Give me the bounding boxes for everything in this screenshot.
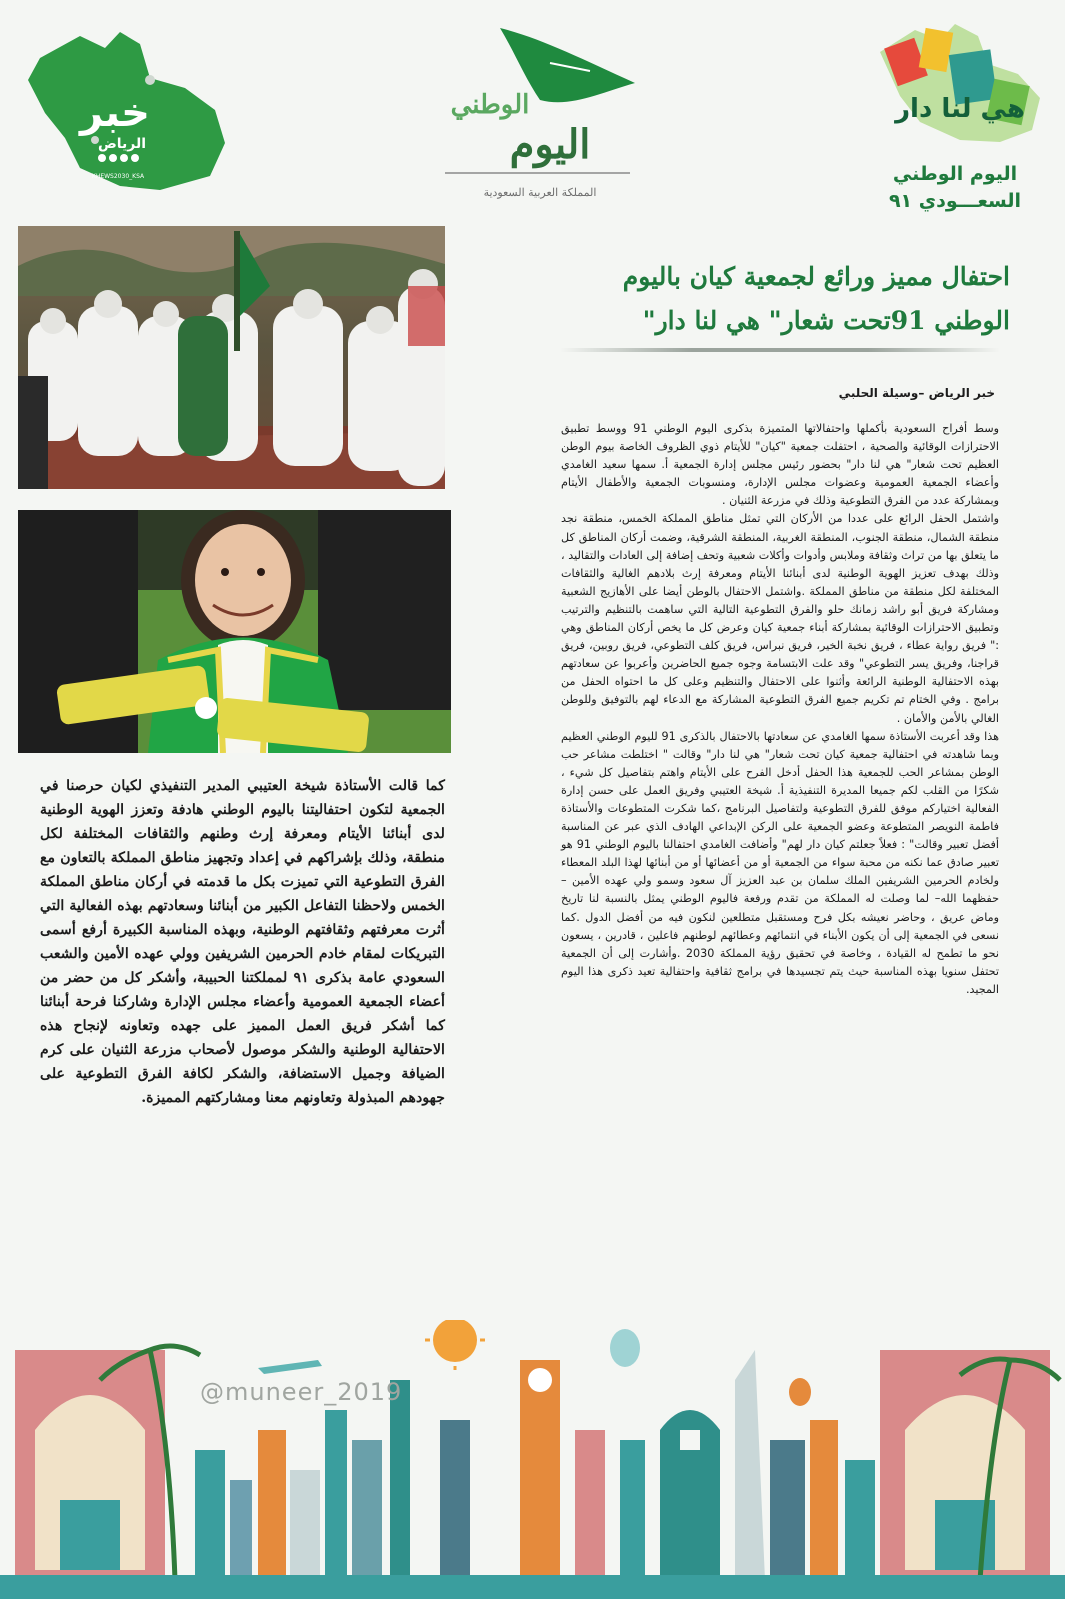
globe-icon [145, 75, 155, 85]
logo-left-handle: KHEWS2030_KSA [91, 173, 145, 180]
clock-tower [520, 1360, 560, 1580]
article-paragraph: كما قالت الأستاذة شيخة العتيبي المدير التنفيذي لكيان حرصنا في الجمعية لتكون احتفاليتنا باليوم الوطني هادفة وتعزز الهوية الوطنية لدى أبنائنا الأيتام ومعرفة إرث وطنهم والثقافات المختلفة لكل منطقة، وذلك بإشراكهم في إعداد وتجهيز مناطق المملكة بالتعاون مع الفرق التطوعية التي تميزت بكل ما قدمته في أركان مناطق المملكة الخمس ولاحظنا التفاعل الكبير من أبنائنا وسعادتهم بهذه الفعالية التي أثرت معرفتهم وثقافتهم الوطنية، وبهذه المناسبة الكبيرة أرفع أسمى التبريكات لمقام خادم الحرمين الشريفين وولي عهده الأمين والشعب السعودي عامة بذكرى ٩١ لمملكتنا الحبيبة، وأشكر كل من حضر من أعضاء الجمعية العمومية وأعضاء مجلس الإدارة وشاركنا فرحة أبنائنا كما أشكر فريق العمل المميز على جهده وتعاونه لإنجاح هذه الاحتفالية الوطنية والشكر موصول لأصحاب مزرعة الثنيان على كرم الضيافة وجميل الاستضافة، والشكر لكافة الفرق التطوعية على جهودهم المبذولة وتعاونهم معنا ومشاركتهم المميزة. [40, 778, 445, 1106]
article-paragraph: هذا وقد أعربت الأستاذة سمها الغامدي عن سعادتها بالاحتفال بالذكرى 91 لليوم الوطني العظيم وبما شاهدته في احتفالية جمعية كيان تحت شعار" هي لنا دار" وقالت " اختلطت مشاعر حب الوطن بمشاعر الحب للجمعية هذا الحفل أدخل الفرح على الأيتام واهتم بتفاصيل كل شيء ، شكرًا من القلب لكم جميعا المديرة التنفيذية أ. شيخة العتيبي وفريق العمل على حسن إدارة الفعالية اختياركم موفق للفرق التطوعية ولتفاصيل البرنامج ،كما شكرت المتطوعات والأستاذة فاطمة النويصر المتطوعة وعضو الجمعية على الركن الإبداعي الهادف الذي عبر عن المناسبة أفضل تعبير وقالت" : فعلاً جعلتم كيان دار لهم" وأضافت الغامدي احتفالنا باليوم الوطني 91 هو تعبير صادق عما نكنه من محبة سواء من الجمعية أو من أعضائها أو من أبنائها لهذا البلد المعطاء ولخادم الحرمين الشريفين الملك سلمان بن عبد العزيز آل سعود وسمو ولي عهده الأمين – حفظهما الله– لما وصلت له المملكة من تقدم ورفعة فاليوم الوطني يمثل بالنسبة لنا تاريخ وماض عريق ، وحاضر نعيشه بكل فرح ومستقبل متطلعين لنكون فيه من أفضل الدول .كما نسعى في الجمعية إلى أن يكون الأبناء في انتمائهم وعطائهم لوطنهم فاعلين ، قادرين ، يسعون نحو ما تطمح له القيادة ، وخاصة في تحقيق رؤية المملكة 2030 .وأشارت إلى أن الجمعية تحتفل سنويا بهذه المناسبة حيث يتم تجسيدها في برامج ثقافية واحتفالية تعيد ذكرى هذا اليوم المجيد. [561, 729, 999, 996]
riyadh-skyline-illustration [0, 1320, 1065, 1599]
celebration-photo-illustration [18, 226, 445, 489]
sun-icon [433, 1320, 477, 1362]
logo-center-line2: الوطني [450, 90, 530, 120]
social-icon [98, 154, 106, 162]
hot-air-balloon-icon [610, 1329, 640, 1367]
social-icon [131, 154, 139, 162]
girl-photo-illustration [18, 510, 451, 753]
airplane-icon [258, 1360, 322, 1374]
byline: خبر الرياض –وسيلة الحلبي [838, 386, 995, 400]
logo-left-name: خبر [79, 90, 151, 136]
logo-center-line1: اليوم [509, 121, 591, 168]
national-day-logo [430, 18, 650, 208]
logo-right-line1: اليوم الوطني [892, 163, 1018, 185]
article-title [510, 255, 1010, 355]
logo-right-line2: السعـــودي ٩١ [888, 190, 1022, 212]
article-paragraph: وسط أفراح السعودية بأكملها واحتفالاتها المتميزة بذكرى اليوم الوطني 91 ووسط تطبيق الاحترازات الوقائية والصحية ، احتفلت جمعية "كيان" للأيتام ذوي الظروف الخاصة بيوم الوطن العظيم تحت شعار" هي لنا دار" بحضور رئيس مجلس إدارة الجمعية أ. سمها سعيد الغامدي وأعضاء الجمعية العمومية وعضوات مجلس الإدارة، ومنسوبات الجمعية والأطفال الأيتام وبمشاركة عدد من الفرق التطوعية وذلك في مزرعة الثنيان . [561, 422, 999, 508]
khabar-riyadh-logo [10, 18, 230, 196]
social-icon [120, 154, 128, 162]
logo-center-kingdom: المملكة العربية السعودية [483, 186, 597, 199]
article-paragraph: واشتمل الحفل الرائع على عددا من الأركان التي تمثل مناطق المملكة الخمس، منطقة نجد منطقة الشمال، منطقة الجنوب، المنطقة الغربية، المنطقة الشرقية، وضمت أركان المناطق كل ما يتعلق بها من تراث وثقافة وملابس وأدوات وأكلات شعبية وتحف إضافة إلى العادات والتقاليد ، وذلك بهدف تعزيز الهوية الوطنية لدى أبنائنا الأيتام ومعرفة إرث بلادهم الغالية والثقافات المختلفة لكل منطقة من مناطق المملكة .واشتمل الاحتفال بالوطن أيضا على الأهازيج الشعبية ومشاركة فريق أبو راشد زمانك حلو والفرق التطوعية التالية التي ساهمت بالتنظيم والترتيب وتطبيق الاحترازات الوقائية بمشاركة أبناء جمعية كيان وعرض كل ما يخص أركان المناطق وهي :" فريق رواية عطاء ، فريق نخبة الخير، فريق نبراس، فريق كلف التطوعي، فريق روبين، فريق قراجنا، وفريق يسر التطوعي" وقد علت الابتسامة وجوه جميع الحاضرين وأعربوا عن سعادتهم بهذه الاحتفالية الوطنية الرائعة وأثنوا على الاحتفال والتنظيم وعلى كل ما احتواه الحفل من برامج . وفي الختام تم تكريم جميع الفرق التطوعية المشاركة مع الدعاء لهم بالتوفيق وللوطن الغالي بالأمن والأمان . [561, 512, 999, 725]
badge-icon [195, 697, 217, 719]
logo-left-city: الرياض [97, 136, 147, 152]
hot-air-balloon-icon [789, 1378, 811, 1406]
title-line-2: الوطني 91تحت شعار" هي لنا دار" [642, 306, 1010, 335]
article-body-left [40, 774, 445, 1110]
article-body-right [561, 420, 999, 999]
title-line-1: احتفال مميز ورائع لجمعية كيان باليوم [622, 262, 1010, 291]
girl-in-green-dress-photo [18, 510, 451, 753]
flag-pole [234, 231, 240, 351]
social-icon [109, 154, 117, 162]
title-divider [560, 348, 1000, 352]
hi-lana-dar-logo [860, 12, 1050, 217]
watermark: @muneer_2019 [200, 1378, 403, 1406]
celebration-photo [18, 226, 445, 489]
logo-right-slogan: هي لنا دار [895, 94, 1025, 124]
